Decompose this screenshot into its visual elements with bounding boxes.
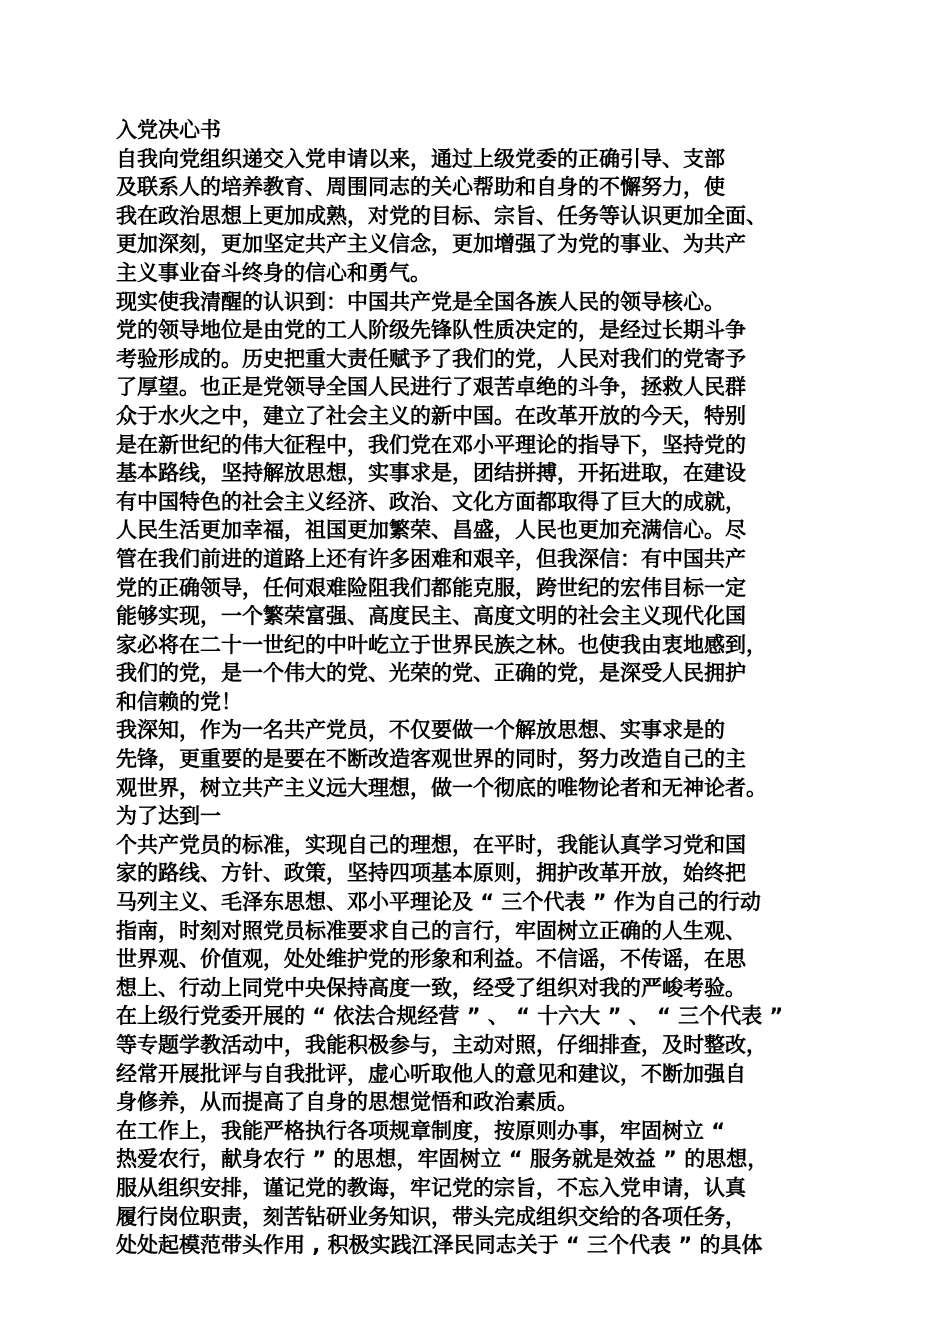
text-line: 我在政治思想上更加成熟，对党的目标、宗旨、任务等认识更加全面、: [116, 203, 767, 228]
text-line: 基本路线，坚持解放思想，实事求是，团结拼搏，开拓进取，在建设: [116, 461, 746, 486]
text-line: 服从组织安排，谨记党的教诲，牢记党的宗旨，不忘入党申请，认真: [116, 1175, 746, 1200]
text-line: 党的领导地位是由党的工人阶级先锋队性质决定的，是经过长期斗争: [116, 318, 746, 343]
text-line: 马列主义、毛泽东思想、邓小平理论及 “ 三个代表 ” 作为自己的行动: [116, 890, 761, 915]
text-line: 能够实现，一个繁荣富强、高度民主、高度文明的社会主义现代化国: [116, 604, 746, 629]
text-line: 管在我们前进的道路上还有许多困难和艰辛，但我深信：有中国共产: [116, 546, 746, 571]
text-line: 了厚望。也正是党领导全国人民进行了艰苦卓绝的斗争，拯救人民群: [116, 375, 746, 400]
text-line: 世界观、价值观，处处维护党的形象和利益。不信谣，不传谣，在思: [116, 947, 746, 972]
text-line: 在工作上，我能严格执行各项规章制度，按原则办事，牢固树立 “: [116, 1118, 726, 1143]
text-line: 在上级行党委开展的 “ 依法合规经营 ” 、 “ 十六大 ” 、 “ 三个代表 ”: [116, 1004, 784, 1029]
document-title: 入党决心书: [116, 118, 221, 142]
text-line: 热爱农行，献身农行 ” 的思想，牢固树立 “ 服务就是效益 ” 的思想，: [116, 1147, 769, 1172]
text-line: 是在新世纪的伟大征程中，我们党在邓小平理论的指导下，坚持党的: [116, 432, 746, 457]
text-line: 我们的党，是一个伟大的党、光荣的党、正确的党，是深受人民拥护: [116, 661, 746, 686]
text-line: 身修养，从而提高了自身的思想觉悟和政治素质。: [116, 1090, 578, 1115]
text-line: 个共产党员的标准，实现自己的理想，在平时，我能认真学习党和国: [116, 832, 746, 857]
text-line: 主义事业奋斗终身的信心和勇气。: [116, 260, 431, 285]
text-line: 家的路线、方针、政策，坚持四项基本原则，拥护改革开放，始终把: [116, 861, 746, 886]
text-line: 自我向党组织递交入党申请以来，通过上级党委的正确引导、支部: [116, 146, 725, 171]
text-line: 众于水火之中，建立了社会主义的新中国。在改革开放的今天，特别: [116, 403, 746, 428]
text-line: 人民生活更加幸福，祖国更加繁荣、昌盛，人民也更加充满信心。尽: [116, 518, 746, 543]
text-line: 和信赖的党！: [116, 689, 242, 714]
text-line: 为了达到一: [116, 804, 221, 829]
text-line: 经常开展批评与自我批评，虚心听取他人的意见和建议，不断加强自: [116, 1061, 746, 1086]
text-line: 履行岗位职责，刻苦钻研业务知识，带头完成组织交给的各项任务，: [116, 1204, 746, 1229]
text-line: 处处起模范带头作用 , 积极实践江泽民同志关于 “ 三个代表 ” 的具体: [116, 1233, 763, 1258]
text-line: 我深知，作为一名共产党员，不仅要做一个解放思想、实事求是的: [116, 718, 725, 743]
text-line: 先锋，更重要的是要在不断改造客观世界的同时，努力改造自己的主: [116, 747, 746, 772]
text-line: 指南，时刻对照党员标准要求自己的言行，牢固树立正确的人生观、: [116, 918, 746, 943]
text-line: 考验形成的。历史把重大责任赋予了我们的党，人民对我们的党寄予: [116, 346, 746, 371]
text-line: 及联系人的培养教育、周围同志的关心帮助和自身的不懈努力，使: [116, 175, 725, 200]
text-line: 观世界，树立共产主义远大理想，做一个彻底的唯物论者和无神论者。: [116, 775, 767, 800]
text-line: 等专题学教活动中，我能积极参与，主动对照，仔细排查，及时整改，: [116, 1033, 767, 1057]
document-body: [116, 116, 856, 1260]
text-line: 想上、行动上同党中央保持高度一致，经受了组织对我的严峻考验。: [116, 975, 746, 1000]
text-line: 更加深刻，更加坚定共产主义信念，更加增强了为党的事业、为共产: [116, 232, 746, 257]
text-line: 有中国特色的社会主义经济、政治、文化方面都取得了巨大的成就，: [116, 489, 746, 514]
text-line: 现实使我清醒的认识到：中国共产党是全国各族人民的领导核心。: [116, 289, 725, 314]
text-line: 家必将在二十一世纪的中叶屹立于世界民族之林。也使我由衷地感到，: [116, 632, 767, 657]
text-line: 党的正确领导，任何艰难险阻我们都能克服，跨世纪的宏伟目标一定: [116, 575, 746, 600]
